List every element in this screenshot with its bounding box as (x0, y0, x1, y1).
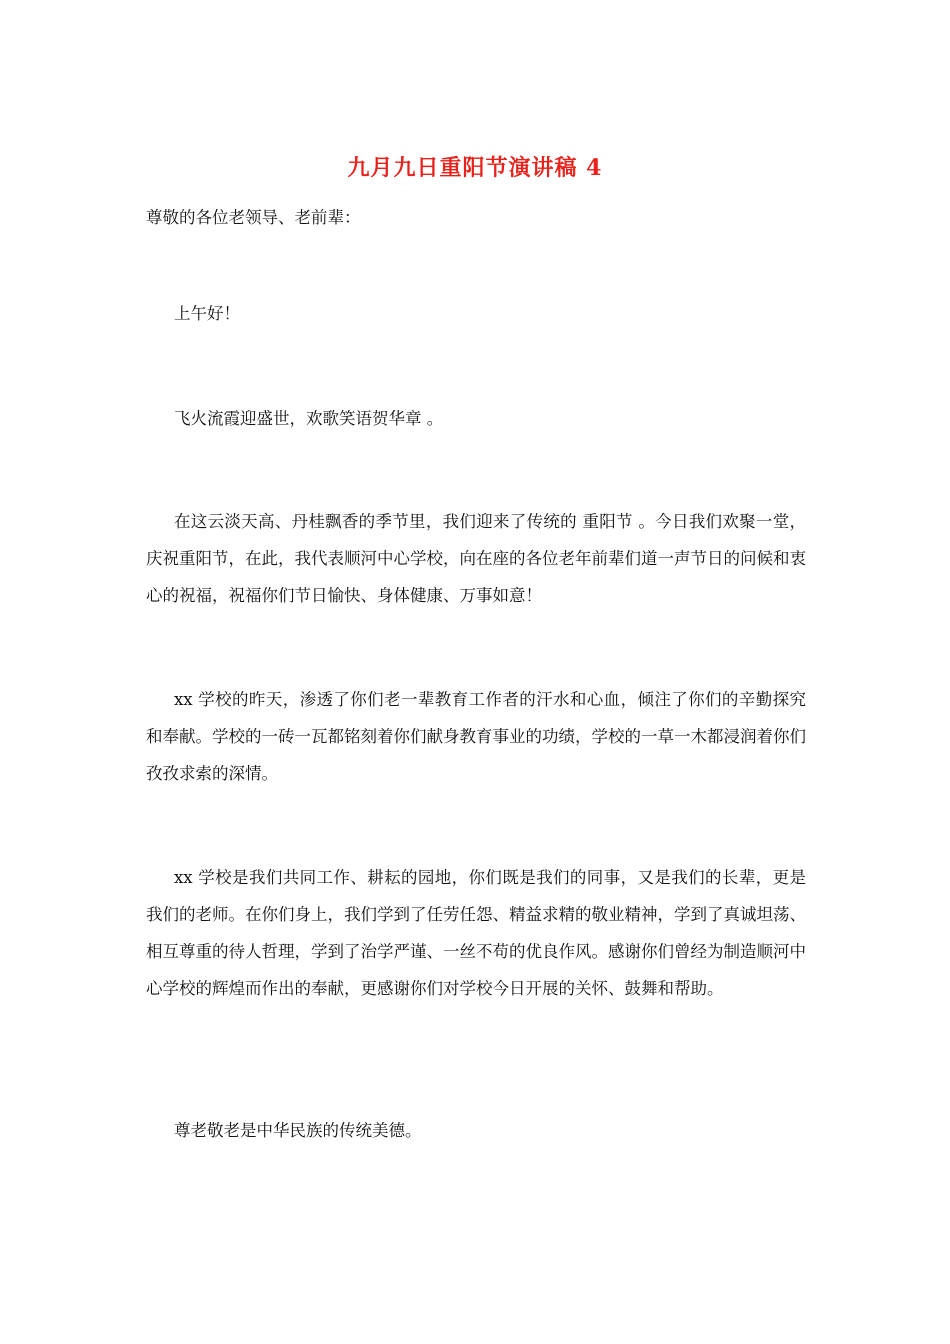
salutation: 尊敬的各位老领导、老前辈： (146, 208, 361, 227)
paragraph-virtue: 尊老敬老是中华民族的传统美德。 (174, 1121, 422, 1140)
paragraph-couplet: 飞火流霞迎盛世，欢歌笑语贺华章 。 (174, 409, 444, 428)
paragraph-festival: 在这云淡天高、丹桂飘香的季节里，我们迎来了传统的 重阳节 。今日我们欢聚一堂，庆祝重阳节，在此，我代表顺河中心学校，向在座的各位老年前辈们道一声节日的问候和衷心的祝福，祝福你们节日愉快、身体健康、万事如意！ (146, 512, 806, 605)
document-title: 九月九日重阳节演讲稿 4 (347, 155, 603, 181)
paragraph-greeting: 上午好！ (174, 304, 240, 323)
paragraph-school-yesterday: xx 学校的昨天，渗透了你们老一辈教育工作者的汗水和心血，倾注了你们的辛勤探究和奉献。学校的一砖一瓦都铭刻着你们献身教育事业的功绩，学校的一草一木都浸润着你们孜孜求索的深情。 (146, 690, 806, 783)
paragraph-school-garden: xx 学校是我们共同工作、耕耘的园地，你们既是我们的同事，又是我们的长辈，更是我们的老师。在你们身上，我们学到了任劳任怨、精益求精的敬业精神，学到了真诚坦荡、相互尊重的待人哲理，学到了治学严谨、一丝不苟的优良作风。感谢你们曾经为制造顺河中心学校的辉煌而作出的奉献，更感谢你们对学校今日开展的关怀、鼓舞和帮助。 (146, 868, 806, 998)
